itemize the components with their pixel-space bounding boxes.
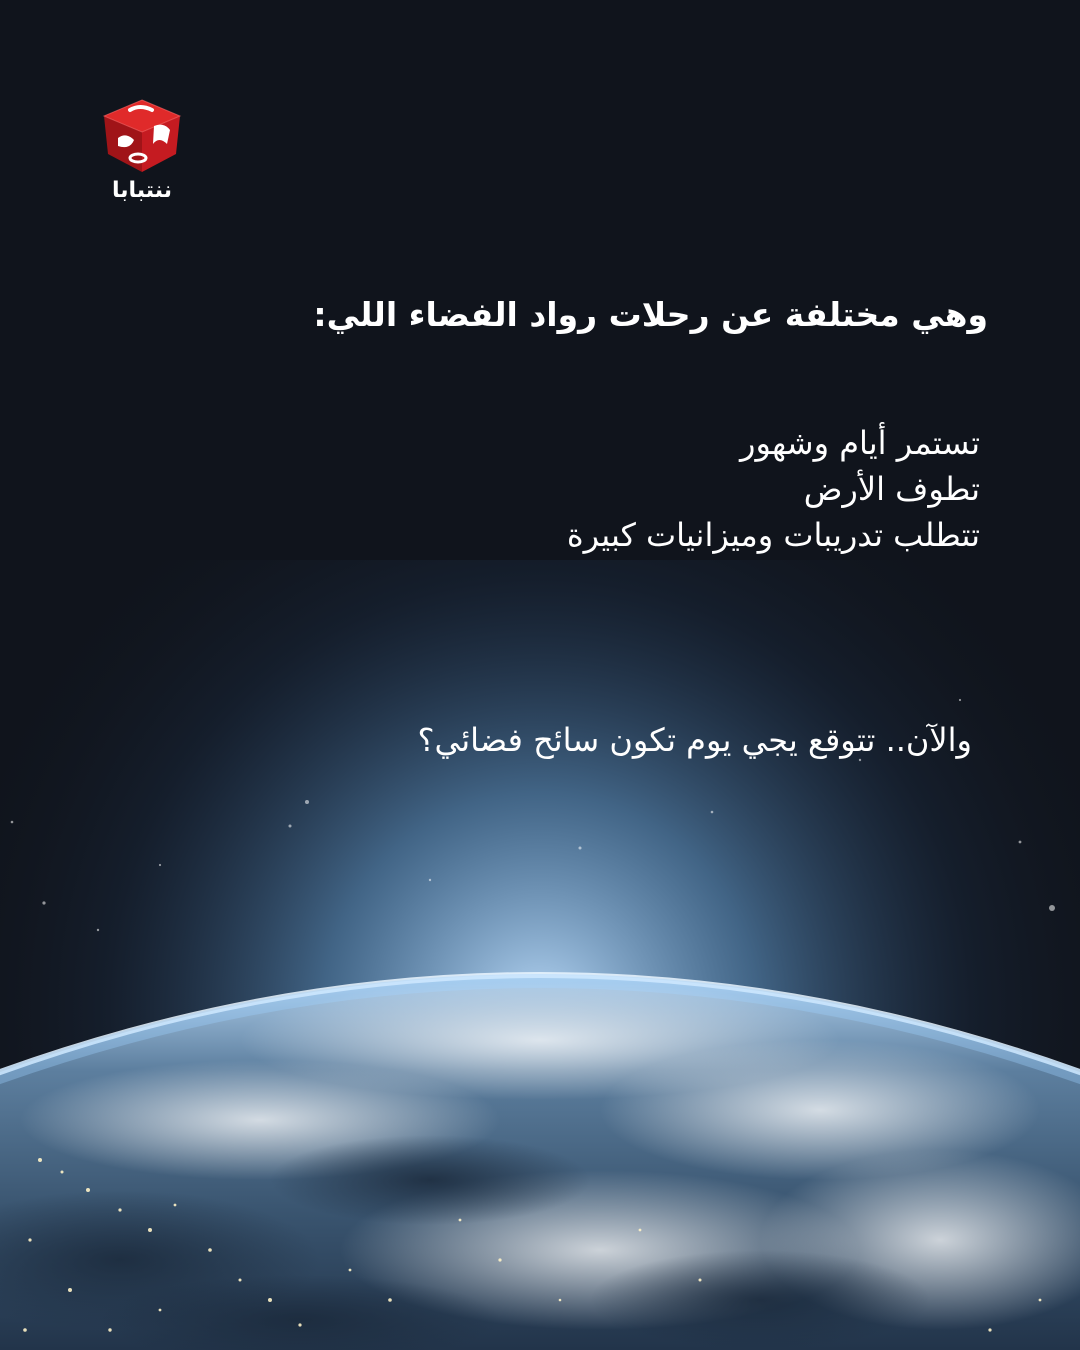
- closing-question: والآن.. تتوقع يجي يوم تكون سائح فضائي؟: [417, 721, 972, 759]
- brand-wordmark: ننتبابا: [112, 178, 172, 203]
- headline: وهي مختلفة عن رحلات رواد الفضاء اللي:: [313, 295, 988, 334]
- brand-logo: [96, 96, 188, 212]
- list-item: تطوف الأرض: [803, 470, 980, 508]
- list-item: تستمر أيام وشهور: [740, 424, 980, 462]
- list-item: تتطلب تدريبات وميزانيات كبيرة: [566, 516, 980, 554]
- red-cube-logo-icon: [96, 96, 188, 176]
- points-list: [280, 420, 980, 558]
